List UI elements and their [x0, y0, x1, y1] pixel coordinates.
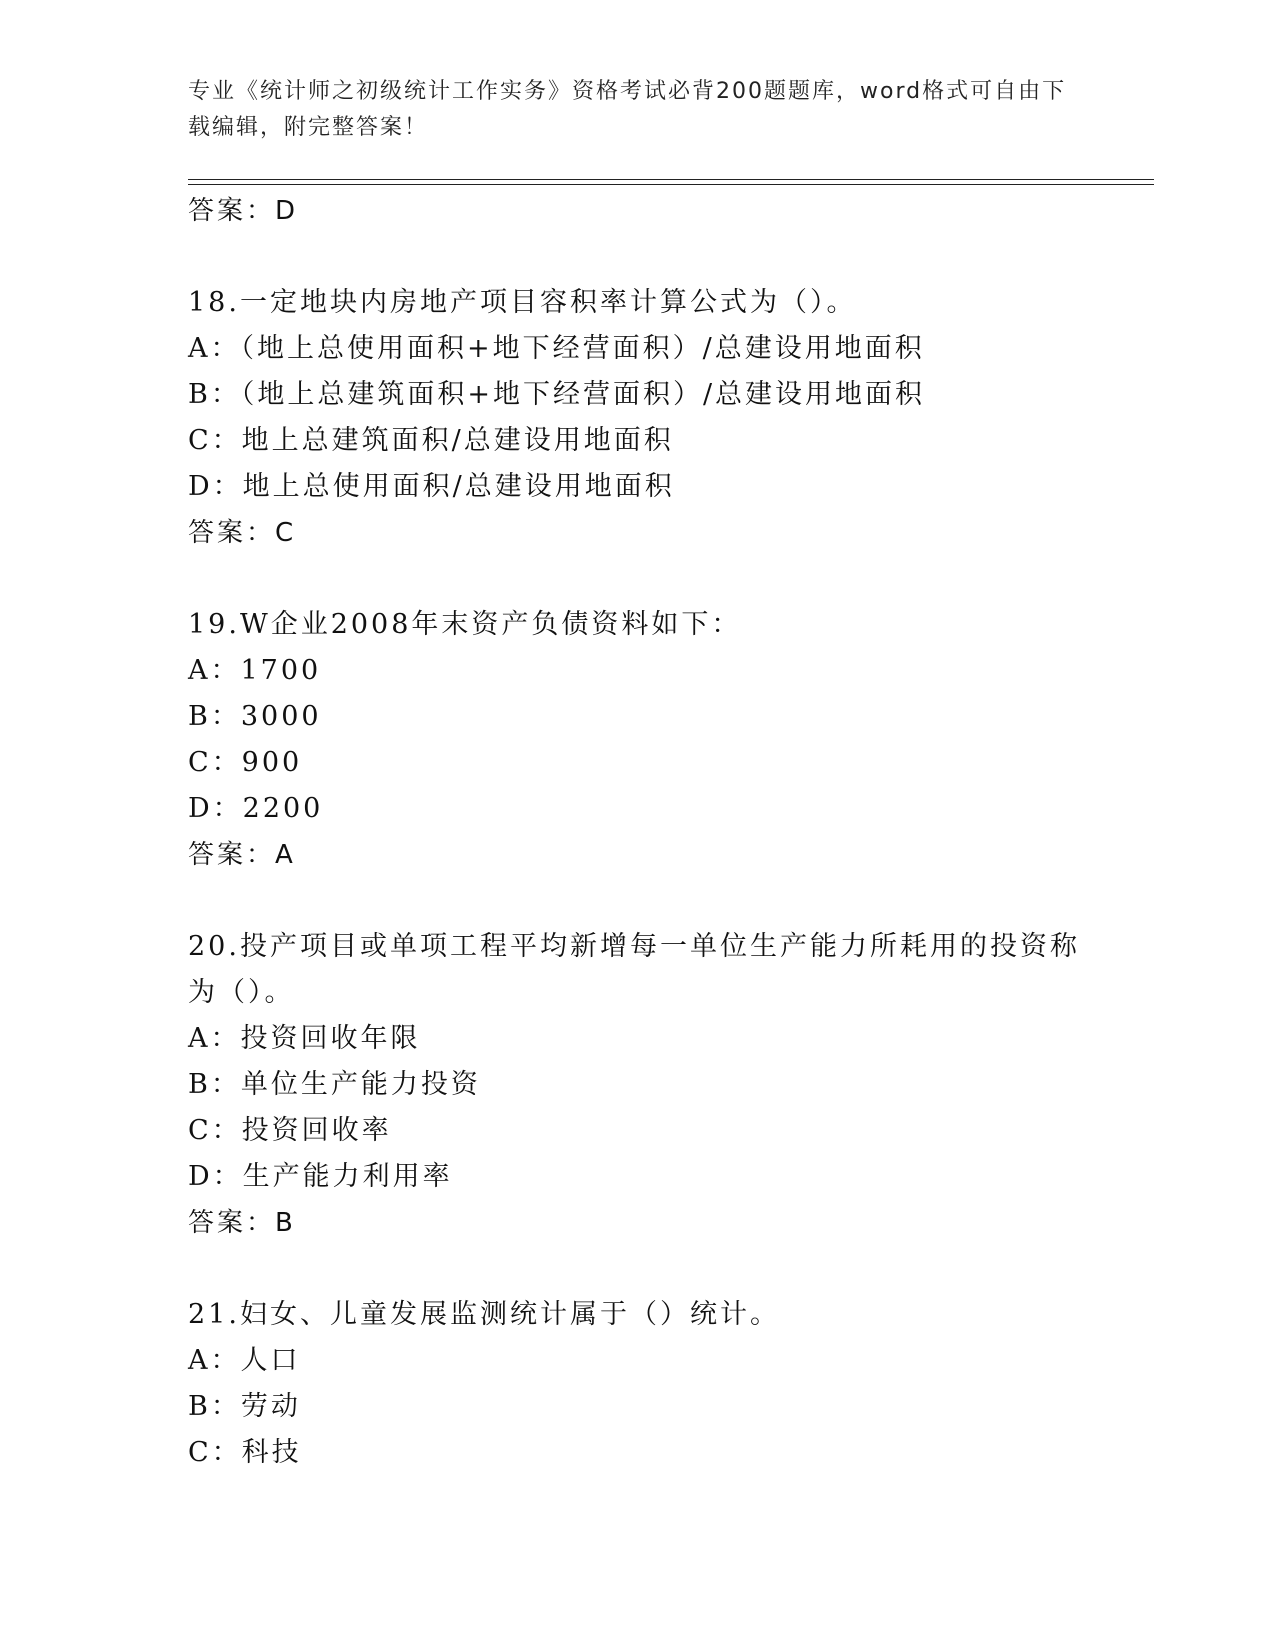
option-a: A：投资回收年限: [188, 1023, 421, 1054]
question-18: [188, 280, 1088, 556]
document-header: 专业《统计师之初级统计工作实务》资格考试必背200题题库，word格式可自由下载编辑，附完整答案！: [188, 79, 1067, 140]
option-c: C：科技: [188, 1437, 302, 1468]
option-d: D：地上总使用面积/总建设用地面积: [188, 471, 675, 502]
question-stem: 18.一定地块内房地产项目容积率计算公式为（）。: [188, 287, 857, 318]
answer: 答案：C: [188, 518, 297, 548]
option-a: A：（地上总使用面积+地下经营面积）/总建设用地面积: [188, 333, 925, 364]
option-a: A：1700: [188, 655, 322, 686]
previous-answer: 答案：D: [188, 196, 299, 226]
question-stem: 20.投产项目或单项工程平均新增每一单位生产能力所耗用的投资称为（）。: [188, 931, 1080, 1008]
question-21: [188, 1292, 1088, 1476]
option-c: C：900: [188, 747, 303, 778]
header-divider-bottom: [188, 184, 1154, 185]
option-a: A：人口: [188, 1345, 301, 1376]
question-stem: 19.W企业2008年末资产负债资料如下：: [188, 609, 742, 640]
option-c: C：地上总建筑面积/总建设用地面积: [188, 425, 674, 456]
option-c: C：投资回收率: [188, 1115, 392, 1146]
answer: 答案：B: [188, 1208, 296, 1238]
option-d: D：生产能力利用率: [188, 1161, 453, 1192]
option-b: B：3000: [188, 701, 322, 732]
option-b: B：劳动: [188, 1391, 301, 1422]
option-b: B：（地上总建筑面积+地下经营面积）/总建设用地面积: [188, 379, 926, 410]
question-19: [188, 602, 1088, 878]
question-stem: 21.妇女、儿童发展监测统计属于（）统计。: [188, 1299, 780, 1330]
question-list: [188, 188, 1088, 1476]
option-d: D：2200: [188, 793, 324, 824]
header-divider-top: [188, 179, 1154, 180]
answer: 答案：A: [188, 840, 296, 870]
option-b: B：单位生产能力投资: [188, 1069, 481, 1100]
question-20: [188, 924, 1088, 1246]
